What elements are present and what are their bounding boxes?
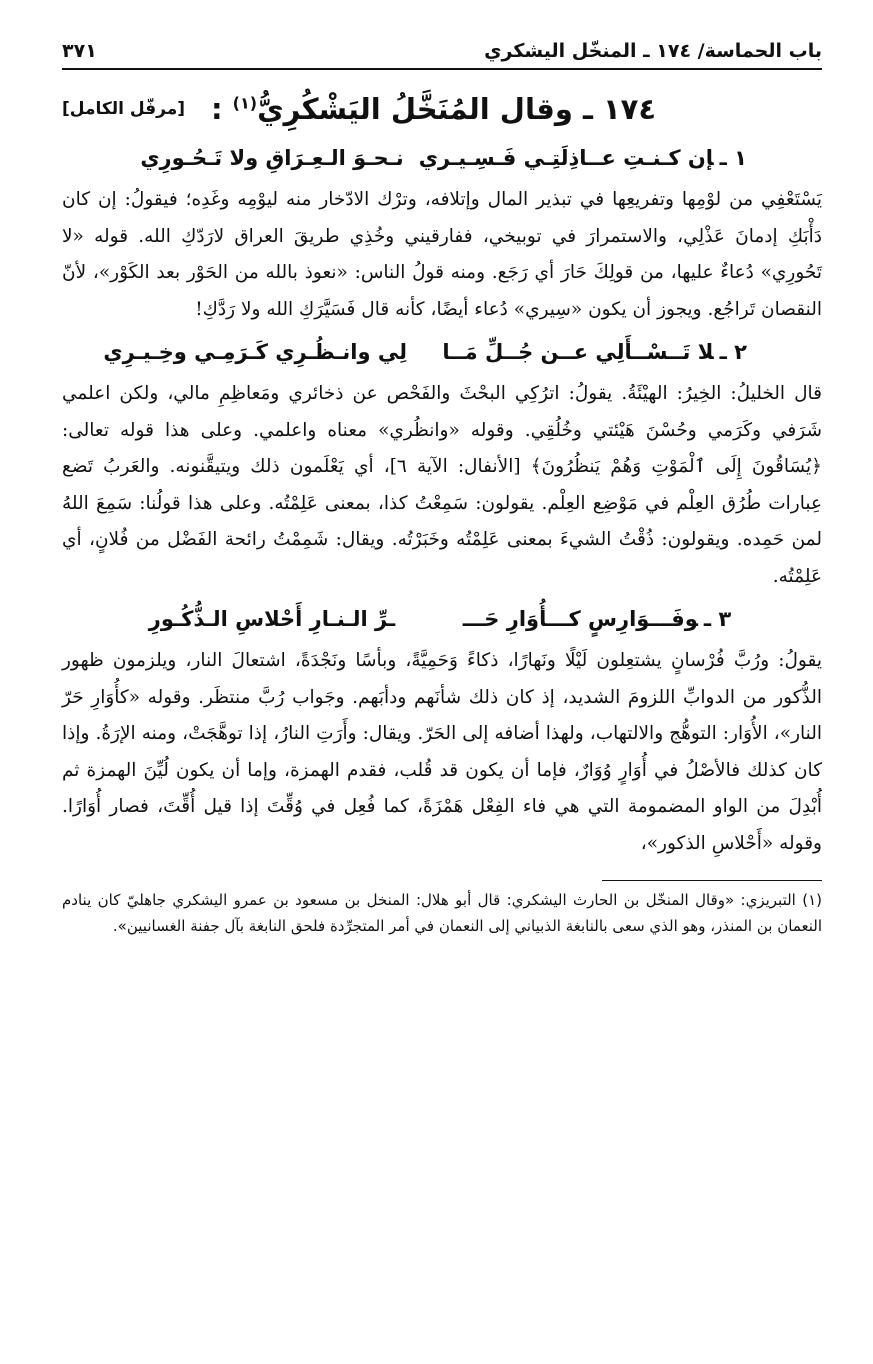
verse-2-first-text: لا تَــسْــأَلِي عــن جُــلِّ مَــا [442, 340, 714, 364]
running-head [62, 40, 822, 70]
verse-3 [62, 595, 822, 643]
meter-label: [مرفّل الكامل] [62, 99, 186, 119]
section-title-text: ١٧٤ ـ وقال المُنَخَّلُ اليَشْكُرِيُّ [257, 92, 657, 126]
footnote-divider [602, 880, 822, 881]
running-title: باب الحماسة/ ١٧٤ ـ المنخّل اليشكري [484, 40, 822, 62]
book-page [62, 40, 822, 939]
page-number: ٣٧١ [62, 40, 97, 62]
verse-3-second-hemistich: ـرِّ الـنـارِ أَحْلاسِ الـذُّكُـورِ [148, 607, 396, 631]
verse-1 [62, 134, 822, 182]
verse-1-first-hemistich [418, 146, 747, 170]
footnote-marker[interactable]: (١) [232, 93, 258, 113]
verse-3-first-text: وفَـــوَارِسٍ كـــأُوَارِ حَـــ [462, 607, 698, 631]
footnote: (١) التبريزي: «وقال المنخّل بن الحارث اليشكري: قال أبو هلال: المنخل بن مسعود بن عمرو اليشكري جاهليّ كان ينادم النعمان بن المنذر، وهو الذي سعى بالنابغة الذبياني إلى النعمان في أمر المتجرِّدة فلحق النابغة بآل جفنة الغسانيين». [62, 891, 822, 935]
section-heading [62, 84, 822, 134]
verse-2 [62, 328, 822, 376]
title-colon: : [210, 92, 223, 126]
verse-2-first-hemistich [442, 340, 747, 364]
verse-3-number: ٣ ـ [703, 607, 732, 631]
verse-1-first-text: إن كـنـتِ عــاذِلَتِـي فَـسِـيـري [418, 146, 714, 170]
verse-2-number: ٢ ـ [719, 340, 747, 364]
commentary-3: يقولُ: ورُبَّ فُرْسانٍ يشتعِلون لَيْلًا ونَهارًا، ذكاءً وَحَمِيَّةً، وبأسًا ونَجْدَةً، اشتعالَ النار، ويلزمون ظهور الذُّكور من الدوابِّ اللزومَ الشديد، إذ كان ذلك شأنَهم ودأبَهم. وجَواب رُبَّ منتظَر. وقوله «كأُوَارِ حَرّ النار»، الأُوَار: التوهُّج والالتهاب، ولهذا أضافه إلى الحَرّ. ويقال: وأَرَتِ النارُ، إذا توهَّجَتْ، ومنه الإرَةُ. وإذا كان كذلك فالأصْلُ في أُوَارٍ وُوَارٌ، فإما أن يكون قد قُلب، فقدم الهمزة، وإما أن يكون لُيِّنَ الهمزة ثم أُبْدِلَ من الواو المضمومة التي هي فاء الفِعْل هَمْزَةً، كما فُعِل في وُقِّتَ إذا قيل أُقِّتَ، فصار أُوَارًا. وقوله «أَحْلاسِ الذكور»، [62, 650, 822, 854]
verse-3-first-hemistich [447, 607, 747, 631]
section-title [211, 92, 656, 126]
verse-2-second-hemistich: لِي وانـظُـرِي كَـرَمِـي وخِـيـرِي [103, 340, 407, 364]
commentary-2: قال الخليلُ: الخِيرُ: الهيْئَةُ. يقولُ: اترُكِي البحْثَ والفَحْص عن ذخائري ومَعاظِمِ مالي، ولكن اعلمي شَرَفي وكَرَمي وحُسْنَ هَيْئتي وخُلُقِي. وقوله «وانظُري» معناه واعلمي. وعلى هذا قوله تعالى: ﴿يُسَاقُونَ إِلَى ٱلْمَوْتِ وَهُمْ يَنظُرُونَ﴾ [الأنفال: الآية ٦]، أي يَعْلَمون ذلك ويتيقَّنونه. والعَربُ تَضع عِبارات طُرُق العِلْم في مَوْضِع العِلْم. يقولون: سَمِعْتُ كذا، بمعنى عَلِمْتُه. وعلى هذا قولُنا: سَمِعَ اللهُ لمن حَمِده. ويقولون: ذُقْتُ الشيءَ بمعنى عَلِمْتُه وخَبَرْتُه. ويقال: شَمِمْتُ رائحة الفَضْل من فُلانٍ، أي عَلِمْتُه. [62, 383, 822, 587]
verse-1-second-hemistich: نـحـوَ الـعِـرَاقِ ولا تَـحُـورِي [140, 146, 404, 170]
commentary-1: يَسْتَعْفِي من لوْمِها وتفريعِها في تبذير المال وإتلافه، وترْك الادّخار منه ليوْمِه وغَدِه؛ فيقولُ: إن كان دَأْبَكِ إدمانَ عَذْلِي، والاستمرارَ في توبيخي، ففارقيني وخُذِي طريقَ العراق لارَدّكِ الله. قوله «لا تَحُورِي» دُعاءٌ عليها، من قولِكَ حَارَ أي رَجَع. ومنه قولُ الناس: «نعوذ بالله من الحَوْر بعد الكَوْر»، لأنّ النقصان تَراجُع. ويجوز أن يكون «سِيري» دُعاء أيضًا، كأنه قال فَسَيَّرَكِ الله ولا رَدَّكِ! [62, 189, 822, 320]
verse-1-number: ١ ـ [719, 146, 747, 170]
